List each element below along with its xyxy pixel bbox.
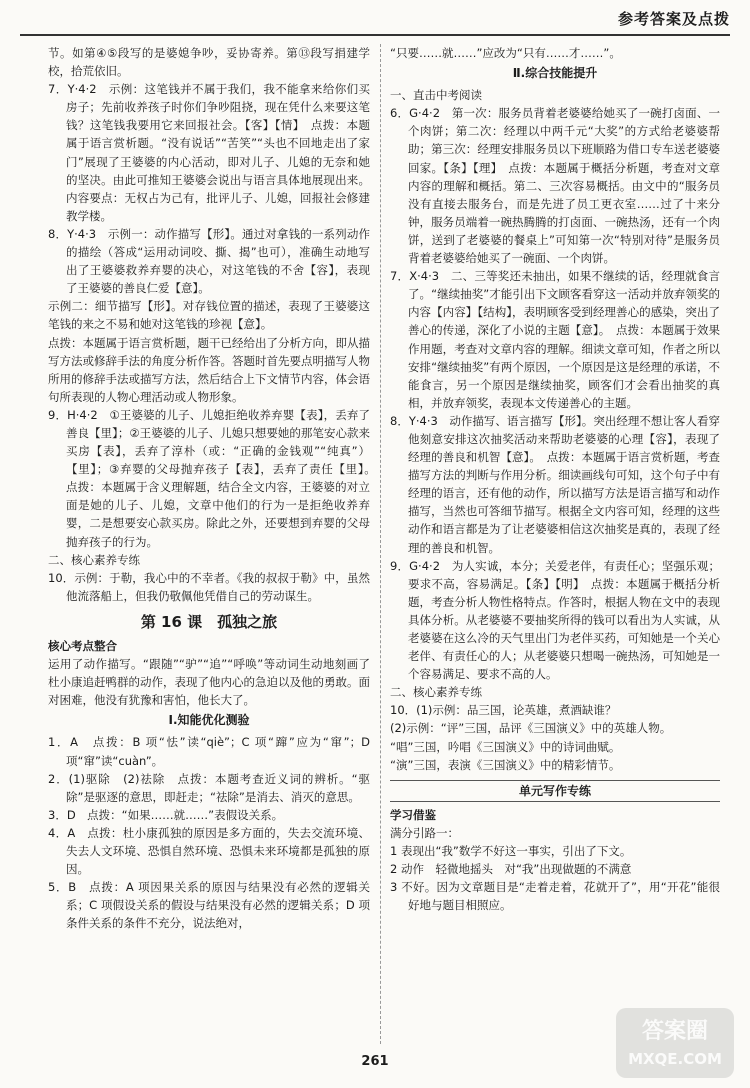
left-block: 2．(1)驱除 (2)祛除 点拨：本题考查近义词的辨析。“驱除”是驱逐的意思，即赶走；“祛除”是消去、消灭的意思。 — [48, 771, 370, 804]
page-header — [0, 0, 750, 40]
watermark-logo — [616, 1008, 734, 1078]
right-block: 1 表现出“我”数学不好这一事实，引出了下文。 — [390, 844, 632, 859]
left-block: 示例二：细节描写【形】。对存钱位置的描述，表现了王婆婆这笔钱的来之不易和她对这笔钱的珍视【意】。 — [48, 299, 370, 332]
left-block: 点拨：本题属于语言赏析题，题干已经给出了分析方向，即从描写方法或修辞手法的角度分析作答。答题时首先要点明描写人物所用的修辞手法或描写方法，然后结合上下文情节内容，体会语句所表现的人物心理活动或人物形象。 — [48, 335, 370, 404]
right-block: 3 不好。因为文章题目是“走着走着，花就开了”，用“开花”能很好地与题目相照应。 — [390, 880, 720, 913]
left-block: 运用了动作描写。“跟随”“驴”“追”“呼唤”等动词生动地刻画了杜小康追赶鸭群的动作，表现了他内心的急迫以及他的勇敢。面对困难，他没有犹豫和害怕，他长大了。 — [48, 657, 370, 708]
watermark-text: 答案圈 — [641, 1019, 708, 1044]
right-block: 满分引路一： — [390, 825, 459, 840]
right-block: 10．(1)示例：品三国，论英雄，煮酒缺谁？ — [390, 703, 617, 718]
left-block: 5．B 点拨：A 项因果关系的原因与结果没有必然的逻辑关系；C 项假设关系的假设与结果没有必然的逻辑关系；D 项条件关系的条件不充分，说法绝对， — [48, 880, 370, 931]
lesson-title: 第 16 课 孤独之旅 — [140, 612, 278, 631]
left-block: 二、核心素养专练 — [48, 552, 140, 567]
header-rule — [20, 34, 730, 36]
left-block: 核心考点整合 — [48, 639, 117, 653]
right-block: (2)示例：“评”三国，品评《三国演义》中的英雄人物。 — [390, 721, 672, 736]
left-block: 节。如第④⑤段写的是婆媳争吵，妥协寄养。第⑬段写捐建学校，拾荒依旧。 — [48, 46, 370, 79]
right-block: “唱”三国，吟唱《三国演义》中的诗词曲赋。 — [390, 739, 621, 754]
right-block: 7．X·4·3 二、三等奖还未抽出，如果不继续的话，经理就食言了。“继续抽奖”才能引出下文顾客看穿这一活动并放弃领奖的内容【内容】【结构】，表明顾客受到经理善心的感染，突出了善心的传递，深化了小说的主题【意】。 点拨：本题属于效果作用题，考查对文章内容的理解。细读文章可知，作者之所以安排“继续抽奖”有两个原因，一个原因是这是经理的承诺，不能食言，另一个原因是继续抽奖，顾客们才会看出抽奖的真相，并放弃领奖，表现本文传递善心的主题。 — [390, 269, 720, 410]
right-block: 8．Y·4·3 动作描写、语言描写【形】。突出经理不想让客人看穿他刻意安排这次抽奖活动来帮助老婆婆的心理【容】，表现了经理的善良和机智【意】。 点拨：本题属于语言赏析题，考查描写方法的判断与作用分析。细读画线句可知，这个句子中有经理的语言，还有他的动作，所以描写方法是语言描写和动作描写，当然也可答细节描写。根据全文内容可知，经理的这些动作和语言都是为了让老婆婆相信这次抽奖是真的，表现了经理的善良和机智。 — [390, 413, 720, 555]
right-block: 2 动作 轻微地摇头 对“我”出现做题的不满意 — [390, 862, 632, 877]
left-block: 9．H·4·2 ①王婆婆的儿子、儿媳拒绝收养弃婴【表】，丢弃了善良【里】；②王婆婆的儿子、儿媳只想要她的那笔安心款来买房【表】，丢弃了淳朴（或：“正确的金钱观”“纯真”）【里】；③弃婴的父母抛弃孩子【表】，丢弃了责任【里】。 点拨：本题属于含义理解题，结合全文内容，王婆婆的对立面是她的儿子、儿媳，文章中他们的行为一是拒绝收养弃婴，二是想要安心款买房。除此之外，还要想到弃婴的父母抛弃孩子的行为。 — [48, 407, 382, 549]
section-heading: Ⅰ.知能优化测验 — [168, 713, 250, 728]
right-block: “只要……就……”应改为“只有……才……”。 — [390, 46, 621, 60]
right-column — [390, 44, 720, 914]
right-block: 二、核心素养专练 — [390, 685, 482, 700]
left-block: 1．A 点拨：B 项“怯”读“qiè”；C 项“蹿”应为“窜”；D 项“窜”读“cuàn”。 — [48, 735, 370, 768]
right-block: “演”三国，表演《三国演义》中的精彩情节。 — [390, 757, 621, 772]
section-heading: Ⅱ.综合技能提升 — [512, 66, 598, 81]
page-number: 261 — [361, 1054, 389, 1069]
right-block: 6．G·4·2 第一次：服务员背着老婆婆给她买了一碗打卤面、一个肉饼；第二次：经理以中两千元“大奖”的方式给老婆婆帮助；第三次：经理安排服务员以下班顺路为借口专车送老婆婆回家。【条】【理】 点拨：本题属于概括分析题，考查对文章内容的理解和概括。第二、三次容易概括。由文中的“服务员没有直接去服务台，而是先进了员工更衣室……过了十来分钟，服务员端着一碗热腾腾的打卤面、一碗热汤，还有一个肉饼，送到了老婆婆的餐桌上”可知第一次“特别对待”是服务员背着老婆婆给她买了一碗面、一个肉饼。 — [390, 106, 720, 266]
left-block: 7．Y·4·2 示例：这笔钱并不属于我们，我不能拿来给你们买房子；先前收养孩子时你们争吵阻挠，现在凭什么来要这笔钱？这笔钱我要用它来回报社会。【客】【情】 点拨：本题属于语言赏析题。“没有说话”“苦笑”“头也不回地走出了家门”展现了王婆婆的内心活动，即对儿子、儿媳的无奈和她的坚决。由此可推知王婆婆会说出与语言具体地展现出来。内容要点：无权占为己有，批评儿子、儿媳，回报社会修建教学楼。 — [48, 82, 370, 223]
left-block: 8．Y·4·3 示例一：动作描写【形】。通过对拿钱的一系列动作的描绘（答成“运用动词咬、撕、揭”也可），准确生动地写出了王婆婆救养弃婴的决心，对这笔钱的不舍【容】，表现了王婆婆的善良仁爱【意】。 — [48, 226, 370, 296]
right-block: 一、直击中考阅读 — [390, 88, 482, 103]
column-divider — [380, 44, 381, 1044]
left-block: 4．A 点拨：杜小康孤独的原因是多方面的，失去交流环境、失去人文环境、恐惧自然环境、恐惧未来环境都是孤独的原因。 — [48, 825, 370, 877]
watermark-url: MXQE.COM — [628, 1050, 722, 1068]
header-title: 参考答案及点拨 — [617, 10, 730, 28]
left-block: 10．示例：于勒，我心中的不幸者。《我的叔叔于勒》中，虽然他流落船上，但我仍敬佩他凭借自己的劳动谋生。 — [48, 570, 370, 603]
left-column — [48, 44, 382, 933]
right-block: 9．G·4·2 为人实诚，本分；关爱老伴，有责任心；坚强乐观；要求不高，容易满足。【条】【明】 点拨：本题属于概括分析题，考查分析人物性格特点。作答时，根据人物在文中的表现具体分析。从老婆婆不要抽奖所得的钱可以看出为人实诚，从老婆婆在这么冷的天气里出门为老伴买药，可知她是一个关心老伴、有责任心的人；从老婆婆只想喝一碗热汤，可知她是一个容易满足、要求不高的人。 — [390, 558, 720, 682]
right-block: 学习借鉴 — [390, 807, 436, 822]
writing-section-heading: 单元写作专练 — [390, 780, 720, 802]
left-block: 3．D 点拨：“如果……就……”表假设关系。 — [48, 807, 284, 822]
